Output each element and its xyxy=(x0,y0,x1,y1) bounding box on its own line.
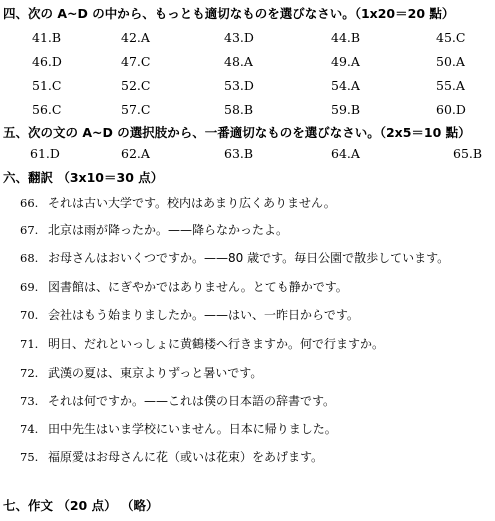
translation-item xyxy=(20,364,262,381)
item-number: 71. xyxy=(20,337,39,351)
item-text: 田中先生はいま学校にいません。日本に帰りました。 xyxy=(48,422,337,436)
answer-52: 52.C xyxy=(121,78,151,93)
answer-65: 65.B xyxy=(453,146,483,161)
answer-60: 60.D xyxy=(436,102,466,117)
translation-item xyxy=(20,194,336,211)
translation-item xyxy=(20,306,359,323)
answer-59: 59.B xyxy=(331,102,361,117)
answer-56: 56.C xyxy=(32,102,62,117)
item-number: 69. xyxy=(20,280,39,294)
item-text: 会社はもう始まりましたか。——はい、一昨日からです。 xyxy=(48,308,359,322)
translation-item xyxy=(20,278,348,295)
item-text: お母さんはおいくつですか。——80 歳です。毎日公園で散歩しています。 xyxy=(48,251,450,265)
section4-heading: 四、次の A~D の中から、もっとも適切なものを選びなさい。（1x20＝20 點） xyxy=(3,6,455,21)
item-number: 73. xyxy=(20,394,39,408)
answer-63: 63.B xyxy=(224,146,254,161)
section5-heading: 五、次の文の A~D の選択肢から、一番適切なものを選びなさい。（2x5＝10 點） xyxy=(3,125,471,140)
answer-42: 42.A xyxy=(121,30,150,45)
item-number: 72. xyxy=(20,366,39,380)
answer-58: 58.B xyxy=(224,102,254,117)
answer-44: 44.B xyxy=(331,30,361,45)
translation-item xyxy=(20,420,337,437)
answer-43: 43.D xyxy=(224,30,254,45)
answer-41: 41.B xyxy=(32,30,62,45)
answer-50: 50.A xyxy=(436,54,465,69)
answer-64: 64.A xyxy=(331,146,360,161)
item-text: 武漢の夏は、東京よりずっと暑いです。 xyxy=(48,366,263,380)
answer-47: 47.C xyxy=(121,54,151,69)
item-text: それは古い大学です。校内はあまり広くありません。 xyxy=(48,196,336,210)
item-number: 75. xyxy=(20,450,39,464)
answer-46: 46.D xyxy=(32,54,62,69)
item-number: 74. xyxy=(20,422,39,436)
translation-item xyxy=(20,392,335,409)
answer-57: 57.C xyxy=(121,102,151,117)
item-number: 68. xyxy=(20,251,39,265)
translation-item xyxy=(20,448,323,465)
item-text: 福原愛はお母さんに花（或いは花束）をあげます。 xyxy=(48,450,324,464)
translation-item xyxy=(20,221,288,238)
answer-61: 61.D xyxy=(30,146,60,161)
item-number: 70. xyxy=(20,308,39,322)
answer-51: 51.C xyxy=(32,78,62,93)
answer-49: 49.A xyxy=(331,54,360,69)
answer-45: 45.C xyxy=(436,30,466,45)
item-text: 明日、だれといっしょに黄鶴楼へ行きますか。何で行ますか。 xyxy=(48,337,385,351)
answer-53: 53.D xyxy=(224,78,254,93)
section7-heading: 七、作文 （20 点） （略） xyxy=(3,498,159,513)
translation-item xyxy=(20,335,384,352)
translation-item xyxy=(20,249,449,266)
answer-54: 54.A xyxy=(331,78,360,93)
answer-55: 55.A xyxy=(436,78,465,93)
item-number: 66. xyxy=(20,196,39,210)
item-text: 北京は雨が降ったか。——降らなかったよ。 xyxy=(48,223,289,237)
answer-48: 48.A xyxy=(224,54,253,69)
item-text: 図書館は、にぎやかではありません。とても静かです。 xyxy=(48,280,348,294)
item-number: 67. xyxy=(20,223,39,237)
item-text: それは何ですか。——これは僕の日本語の辞書です。 xyxy=(48,394,336,408)
answer-62: 62.A xyxy=(121,146,150,161)
section6-heading: 六、翻訳 （3x10＝30 点） xyxy=(3,170,164,185)
